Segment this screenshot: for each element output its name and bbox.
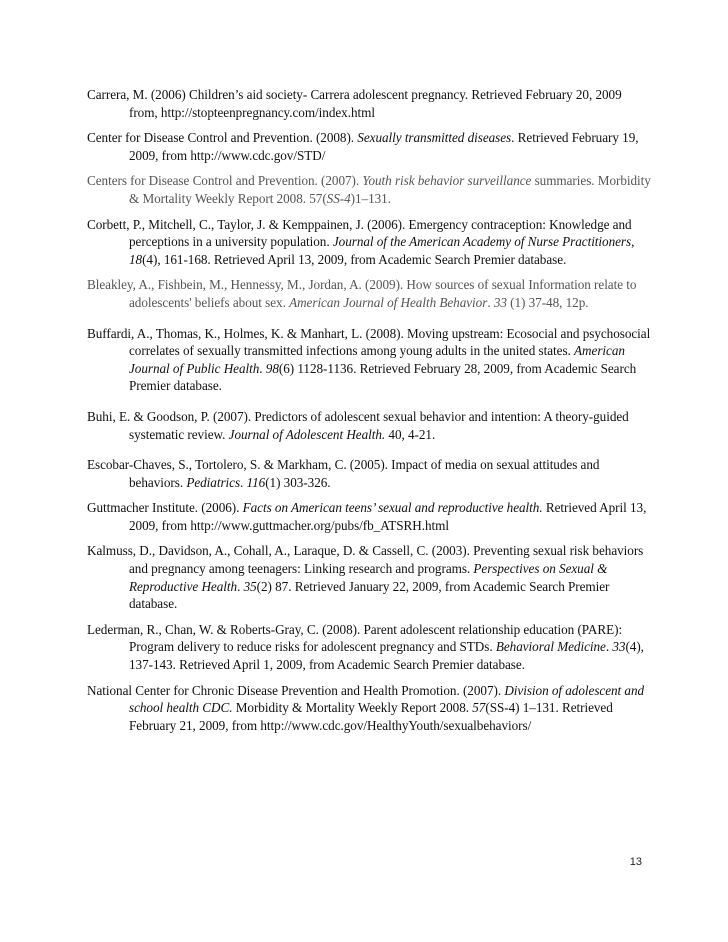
ref-title: Journal of the American Academy of Nurse Practitioners <box>332 234 632 250</box>
ref-text: National Center for Chronic Disease Prevention and Health Promotion. (2007). <box>87 682 505 698</box>
ref-text: . <box>237 578 244 594</box>
ref-volume: 57 <box>472 700 486 716</box>
reference-item <box>87 621 652 674</box>
ref-volume: 35 <box>243 578 257 594</box>
ref-text: (4), 161-168. Retrieved April 13, 2009, from Academic Search Premier database. <box>142 251 567 267</box>
ref-title: Sexually transmitted diseases <box>357 130 512 146</box>
reference-item <box>87 682 652 735</box>
ref-text: Corbett, P., Mitchell, C., Taylor, J. & Kemppainen, J. (2006). Emergency contraception: Knowledge and perceptions in a university population. <box>87 216 632 250</box>
reference-item <box>87 86 652 121</box>
ref-title: Facts on American teens’ sexual and reproductive health. <box>242 500 543 516</box>
reference-item <box>87 216 652 269</box>
ref-text: . <box>259 360 266 376</box>
ref-text: . <box>240 474 247 490</box>
ref-title: American Journal of Public Health <box>129 343 625 376</box>
reference-item <box>87 456 652 491</box>
ref-text: (2) 87. Retrieved January 22, 2009, from Academic Search Premier database. <box>129 578 610 612</box>
ref-text: Morbidity & Mortality Weekly Report 2008. <box>232 700 473 716</box>
ref-text: (4), 137-143. Retrieved April 1, 2009, from Academic Search Premier database. <box>129 639 644 673</box>
reference-list <box>87 86 652 734</box>
ref-text: . Retrieved February 19, 2009, from http://www.cdc.gov/STD/ <box>129 130 639 163</box>
ref-volume: 98 <box>265 360 279 376</box>
reference-item <box>87 408 652 443</box>
ref-volume: 33 <box>493 294 507 310</box>
ref-text: Center for Disease Control and Prevention. (2008). <box>87 130 358 146</box>
ref-volume: 116 <box>246 474 266 490</box>
ref-title: Pediatrics <box>186 474 241 490</box>
reference-item <box>87 129 652 164</box>
ref-text: Retrieved April 13, 2009, from http://www.guttmacher.org/pubs/fb_ATSRH.html <box>129 500 647 533</box>
reference-item <box>87 172 652 207</box>
ref-text: (1) 303-326. <box>265 474 331 490</box>
ref-title: Youth risk behavior surveillance <box>362 173 532 189</box>
ref-text: , <box>631 234 635 250</box>
ref-text: . <box>487 294 494 310</box>
ref-volume: 18 <box>129 251 143 267</box>
ref-text: Buhi, E. & Goodson, P. (2007). Predictors of adolescent sexual behavior and intention: A theory-guided systematic review. <box>87 408 629 442</box>
reference-item <box>87 542 652 612</box>
ref-text: (SS-4) 1–131. Retrieved February 21, 2009, from http://www.cdc.gov/HealthyYouth/sexualbehaviors/ <box>129 700 613 733</box>
ref-text: . <box>605 639 613 655</box>
reference-item <box>87 499 652 534</box>
ref-text: )1–131. <box>350 190 391 206</box>
ref-text: Buffardi, A., Thomas, K., Holmes, K. & Manhart, L. (2008). Moving upstream: Ecosocial and psychosocial correlates of sexually transmitted infections among young adults in the united states. <box>87 325 651 359</box>
page-number: 13 <box>629 856 642 868</box>
ref-text: Guttmacher Institute. (2006). <box>87 500 243 516</box>
ref-text: summaries. Morbidity & Mortality Weekly Report 2008. 57( <box>129 173 651 206</box>
ref-volume: 33 <box>612 639 626 655</box>
reference-item <box>87 276 652 311</box>
ref-text: Lederman, R., Chan, W. & Roberts-Gray, C. (2008). Parent adolescent relationship education (PARE): Program delivery to reduce risks for adolescent pregnancy and STDs. <box>87 621 623 655</box>
ref-text: Escobar-Chaves, S., Tortolero, S. & Markham, C. (2005). Impact of media on sexual attitudes and behaviors. <box>87 457 600 490</box>
ref-title: Behavioral Medicine <box>495 639 606 655</box>
ref-text: (1) 37-48, 12p. <box>506 294 589 310</box>
ref-text: Carrera, M. (2006) Children’s aid society- Carrera adolescent pregnancy. Retrieved February 20, 2009 from, http://stopteenpregnancy.com/index.html <box>87 87 622 120</box>
ref-text: 40, 4-21. <box>385 426 436 442</box>
ref-text: Centers for Disease Control and Prevention. (2007). <box>87 173 363 189</box>
ref-title: Division of adolescent and school health CDC. <box>129 682 645 716</box>
ref-title: Perspectives on Sexual & Reproductive Health <box>129 561 608 594</box>
ref-issue: SS-4 <box>326 190 351 206</box>
ref-text: (6) 1128-1136. Retrieved February 28, 2009, from Academic Search Premier database. <box>129 360 637 394</box>
ref-text: Bleakley, A., Fishbein, M., Hennessy, M., Jordan, A. (2009). How sources of sexual Information relate to adolescents' beliefs about sex. <box>87 277 637 310</box>
reference-item <box>87 325 652 395</box>
ref-text: Kalmuss, D., Davidson, A., Cohall, A., Laraque, D. & Cassell, C. (2003). Preventing sexual risk behaviors and pregnancy among teenagers: Linking research and programs. <box>87 543 644 577</box>
ref-title: American Journal of Health Behavior <box>289 294 488 310</box>
ref-title: Journal of Adolescent Health. <box>228 426 386 442</box>
